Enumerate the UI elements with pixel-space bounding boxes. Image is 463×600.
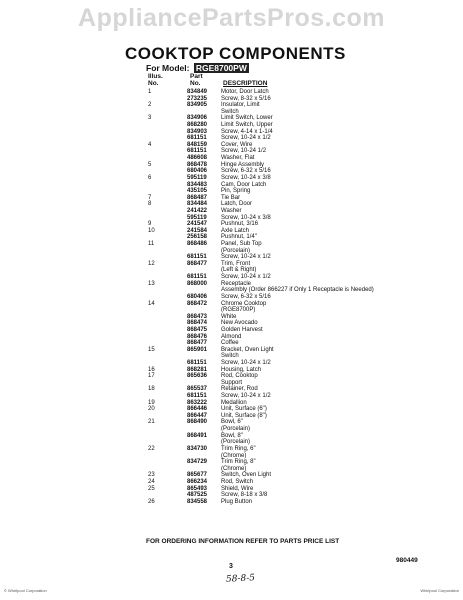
part-number: 868473 xyxy=(187,313,208,320)
part-row xyxy=(0,115,463,122)
model-number: RGE8700PW xyxy=(195,63,247,73)
part-description: Washer, Flat xyxy=(221,155,255,162)
part-row xyxy=(0,274,463,281)
part-description: Hinge Assembly xyxy=(221,161,265,168)
part-number: 865636 xyxy=(187,373,208,380)
part-description: White xyxy=(221,313,237,320)
part-row xyxy=(0,96,463,103)
part-row xyxy=(0,406,463,413)
illus-number: 7 xyxy=(148,194,152,201)
part-number: 241584 xyxy=(187,227,208,234)
part-row xyxy=(0,479,463,486)
part-row xyxy=(0,327,463,334)
part-number: 680406 xyxy=(187,293,208,300)
page-number: 3 xyxy=(229,563,233,570)
part-description: Trim, Front xyxy=(221,260,251,267)
illus-number: 13 xyxy=(148,280,155,287)
part-row xyxy=(0,340,463,347)
part-number: 834558 xyxy=(187,498,208,505)
part-number: 834730 xyxy=(187,445,208,452)
part-row xyxy=(0,433,463,440)
part-number: 865537 xyxy=(187,386,208,393)
part-description: Washer xyxy=(221,207,242,214)
copyright-right: Whirlpool Corporation xyxy=(420,588,459,593)
part-number: 834483 xyxy=(187,181,208,188)
illus-number: 16 xyxy=(148,366,155,373)
part-number: 866447 xyxy=(187,412,208,419)
part-number: 834903 xyxy=(187,128,208,135)
part-number: 868487 xyxy=(187,194,208,201)
part-row xyxy=(0,281,463,288)
part-row xyxy=(0,334,463,341)
part-description: Bracket, Oven Light xyxy=(221,346,274,353)
part-row xyxy=(0,380,463,387)
part-description: Screw, 6-32 x 5/16 xyxy=(221,168,271,175)
part-row xyxy=(0,155,463,162)
illus-number: 9 xyxy=(148,221,152,228)
part-description: Pushnut, 1/4" xyxy=(221,234,257,241)
part-number: 681151 xyxy=(187,254,207,261)
part-description: Unit, Surface (6") xyxy=(221,406,267,413)
part-row xyxy=(0,453,463,460)
part-description: Screw, 10-24 x 1/2 xyxy=(221,135,271,142)
part-number: 868477 xyxy=(187,260,208,267)
illus-number: 10 xyxy=(148,227,155,234)
part-number: 681151 xyxy=(187,393,207,400)
part-number: 868474 xyxy=(187,320,208,327)
part-number: 834849 xyxy=(187,89,208,95)
part-row xyxy=(0,393,463,400)
part-row xyxy=(0,400,463,407)
illus-number: 22 xyxy=(148,445,155,452)
part-number: 680406 xyxy=(187,168,208,175)
part-row xyxy=(0,301,463,308)
part-description: Latch, Door xyxy=(221,201,253,208)
part-row xyxy=(0,135,463,142)
illus-number: 26 xyxy=(148,498,155,505)
part-number: 868475 xyxy=(187,326,208,333)
part-description: Trim Ring, 6" xyxy=(221,445,256,452)
part-description: Pushnut, 3/16 xyxy=(221,221,259,228)
part-description: (Porcelain) xyxy=(221,426,251,433)
part-number: 681151 xyxy=(187,359,207,366)
part-row xyxy=(0,367,463,374)
part-description: Coffee xyxy=(221,340,239,347)
part-number: 866234 xyxy=(187,478,208,485)
part-number: 435105 xyxy=(187,188,208,195)
part-number: 241422 xyxy=(187,207,208,214)
part-row xyxy=(0,109,463,116)
part-number: 865493 xyxy=(187,485,208,492)
part-row xyxy=(0,314,463,321)
part-row xyxy=(0,294,463,301)
part-row xyxy=(0,499,463,506)
part-number: 241547 xyxy=(187,221,208,228)
part-description: Bowl, 6" xyxy=(221,419,243,426)
part-description: Unit, Surface (8") xyxy=(221,412,267,419)
part-description: Switch, Oven Light xyxy=(221,472,272,479)
part-row xyxy=(0,201,463,208)
part-row xyxy=(0,320,463,327)
illus-number: 24 xyxy=(148,478,155,485)
part-description: Cover, Wire xyxy=(221,141,253,148)
part-row xyxy=(0,353,463,360)
part-number: 868281 xyxy=(187,366,208,373)
illus-number: 15 xyxy=(148,346,155,353)
part-row xyxy=(0,208,463,215)
parts-list xyxy=(0,89,463,505)
part-row xyxy=(0,168,463,175)
part-description: (Left & Right) xyxy=(221,267,257,274)
illus-number: 6 xyxy=(148,174,152,181)
copyright-left: © Whirlpool Corporation xyxy=(4,588,47,593)
part-row xyxy=(0,89,463,96)
part-row xyxy=(0,426,463,433)
part-description: Screw, 10-24 1/2 xyxy=(221,148,267,155)
part-row xyxy=(0,254,463,261)
part-number: 834729 xyxy=(187,459,208,466)
part-number: 865677 xyxy=(187,472,208,479)
part-description: Medallion xyxy=(221,399,247,406)
part-description: (Chrome) xyxy=(221,465,247,472)
part-row xyxy=(0,221,463,228)
illus-number: 3 xyxy=(148,115,152,122)
illus-number: 5 xyxy=(148,161,152,168)
part-number: 868472 xyxy=(187,300,208,307)
part-row xyxy=(0,267,463,274)
illus-number: 25 xyxy=(148,485,155,492)
part-row xyxy=(0,439,463,446)
part-description: Golden Harvest xyxy=(221,326,263,333)
part-description: Switch xyxy=(221,108,239,115)
part-description: Screw, 8-18 x 3/8 xyxy=(221,492,268,499)
part-description: Assembly (Order 866227 if Only 1 Receptacle is Needed) xyxy=(221,287,374,294)
part-description: Screw, 10-24 x 1/2 xyxy=(221,274,271,281)
model-label: For Model: xyxy=(146,63,190,73)
part-number: 868476 xyxy=(187,333,208,340)
part-row xyxy=(0,419,463,426)
illus-number: 12 xyxy=(148,260,155,267)
part-description: Limit Switch, Upper xyxy=(221,122,273,129)
part-number: 487525 xyxy=(187,492,208,499)
part-row xyxy=(0,466,463,473)
part-row xyxy=(0,261,463,268)
part-number: 834906 xyxy=(187,115,208,122)
part-row xyxy=(0,373,463,380)
handwritten-note: 58-8-5 xyxy=(225,573,256,585)
illus-number: 21 xyxy=(148,419,155,426)
part-description: Pin, Spring xyxy=(221,188,251,195)
part-number: 273235 xyxy=(187,95,208,102)
part-row xyxy=(0,360,463,367)
part-row xyxy=(0,307,463,314)
part-description: Limit Switch, Lower xyxy=(221,115,273,122)
part-description: Screw, 10-24 x 3/8 xyxy=(221,174,271,181)
illus-number: 4 xyxy=(148,141,152,148)
part-description: Trim Ring, 8" xyxy=(221,459,256,466)
part-description: Switch xyxy=(221,353,239,360)
header-illus-no: Illus. No. xyxy=(148,73,163,87)
part-description: Screw, 4-14 x 1-1/4 xyxy=(221,128,273,135)
part-description: Screw, 10-24 x 1/2 xyxy=(221,359,271,366)
part-description: Screw, 10-24 x 1/2 xyxy=(221,254,271,261)
part-row xyxy=(0,287,463,294)
part-description: Axle Latch xyxy=(221,227,250,234)
illus-number: 2 xyxy=(148,102,152,109)
part-row xyxy=(0,162,463,169)
part-number: 868000 xyxy=(187,280,208,287)
part-row xyxy=(0,142,463,149)
part-row xyxy=(0,347,463,354)
part-description: (Porcelain) xyxy=(221,439,251,446)
part-number: 595119 xyxy=(187,214,207,221)
illus-number: 8 xyxy=(148,201,152,208)
part-row xyxy=(0,175,463,182)
header-part-no: Part No. xyxy=(190,73,203,87)
part-description: Chrome Cooktop xyxy=(221,300,267,307)
illus-number: 20 xyxy=(148,406,155,413)
part-number: 681151 xyxy=(187,148,207,155)
part-number: 681151 xyxy=(187,274,207,281)
part-number: 834905 xyxy=(187,102,208,109)
part-description: (Chrome) xyxy=(221,452,247,459)
part-number: 868490 xyxy=(187,419,208,426)
illus-number: 14 xyxy=(148,300,155,307)
part-row xyxy=(0,472,463,479)
part-description: Rod, Cooktop xyxy=(221,373,258,380)
document-code: 980449 xyxy=(396,557,418,564)
part-number: 865901 xyxy=(187,346,208,353)
part-row xyxy=(0,486,463,493)
part-row xyxy=(0,148,463,155)
part-description: Plug Button xyxy=(221,498,253,505)
part-row xyxy=(0,234,463,241)
part-row xyxy=(0,122,463,129)
part-row xyxy=(0,102,463,109)
ordering-note: FOR ORDERING INFORMATION REFER TO PARTS PRICE LIST xyxy=(146,538,340,545)
part-row xyxy=(0,182,463,189)
illus-number: 23 xyxy=(148,472,155,479)
part-number: 868280 xyxy=(187,122,208,129)
watermark-text: AppliancePartsPros.com xyxy=(78,4,385,32)
part-row xyxy=(0,413,463,420)
part-row xyxy=(0,459,463,466)
part-description: Shield, Wire xyxy=(221,485,254,492)
part-description: Retainer, Rod xyxy=(221,386,258,393)
part-row xyxy=(0,215,463,222)
part-description: Cam, Door Latch xyxy=(221,181,267,188)
illus-number: 1 xyxy=(148,89,152,95)
part-number: 834484 xyxy=(187,201,208,208)
part-number: 486608 xyxy=(187,155,208,162)
part-number: 868477 xyxy=(187,340,208,347)
illus-number: 18 xyxy=(148,386,155,393)
part-description: Screw, 8-32 x 5/16 xyxy=(221,95,271,102)
illus-number: 19 xyxy=(148,399,155,406)
part-description: (Porcelain) xyxy=(221,247,251,254)
part-description: Tie Bar xyxy=(221,194,241,201)
illus-number: 17 xyxy=(148,373,155,380)
part-number: 848159 xyxy=(187,141,208,148)
part-number: 868478 xyxy=(187,161,208,168)
part-row xyxy=(0,188,463,195)
part-row xyxy=(0,492,463,499)
model-line xyxy=(146,63,249,73)
part-description: Insulator, Limit xyxy=(221,102,260,109)
part-row xyxy=(0,129,463,136)
part-description: Bowl, 8" xyxy=(221,432,243,439)
part-description: Support xyxy=(221,379,243,386)
page-title: COOKTOP COMPONENTS xyxy=(125,44,346,63)
part-description: Motor, Door Latch xyxy=(221,89,269,95)
part-number: 868486 xyxy=(187,241,208,248)
part-description: Housing, Latch xyxy=(221,366,262,373)
part-description: (RGE8700P) xyxy=(221,307,256,314)
part-row xyxy=(0,446,463,453)
part-description: Rod, Switch xyxy=(221,478,254,485)
part-description: Almond xyxy=(221,333,242,340)
part-row xyxy=(0,241,463,248)
part-description: Receptacle xyxy=(221,280,252,287)
header-description: DESCRIPTION xyxy=(223,80,268,87)
part-row xyxy=(0,228,463,235)
part-description: Screw, 10-24 x 1/2 xyxy=(221,393,271,400)
part-description: New Avocado xyxy=(221,320,258,327)
illus-number: 11 xyxy=(148,241,155,248)
part-description: Screw, 6-32 x 5/16 xyxy=(221,293,271,300)
part-row xyxy=(0,248,463,255)
part-number: 681151 xyxy=(187,135,207,142)
part-number: 256158 xyxy=(187,234,208,241)
part-number: 868491 xyxy=(187,432,208,439)
part-row xyxy=(0,195,463,202)
part-number: 863222 xyxy=(187,399,208,406)
part-description: Panel, Sub Top xyxy=(221,241,262,248)
part-description: Screw, 10-24 x 3/8 xyxy=(221,214,271,221)
part-number: 866446 xyxy=(187,406,208,413)
part-number: 595119 xyxy=(187,174,207,181)
part-row xyxy=(0,386,463,393)
